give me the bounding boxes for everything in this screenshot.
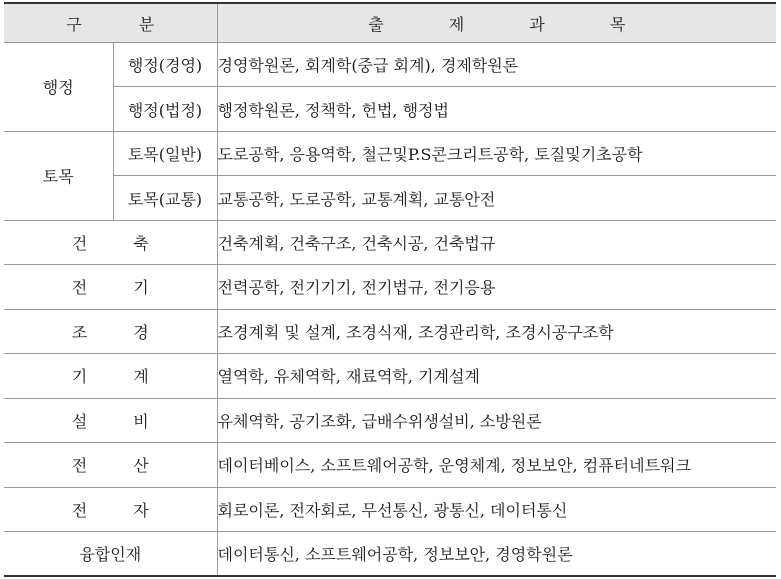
header-row xyxy=(4,3,776,43)
subjects-cell: 유체역학, 공기조화, 급배수위생설비, 소방원론 xyxy=(217,398,776,442)
category-label: 전자 xyxy=(71,500,195,520)
table-row xyxy=(4,131,776,175)
category-label: 조경 xyxy=(71,322,195,342)
subjects-cell: 경영학원론, 회계학(중급 회계), 경제학원론 xyxy=(217,43,776,87)
subjects-cell: 열역학, 유체역학, 재료역학, 기계설계 xyxy=(217,354,776,398)
exam-subjects-table xyxy=(4,2,776,577)
header-subjects-label: 출 제 과 목 xyxy=(368,14,656,34)
category-cell xyxy=(4,487,217,531)
subjects-cell: 행정학원론, 정책학, 헌법, 행정법 xyxy=(217,87,776,131)
subjects-cell: 회로이론, 전자회로, 무선통신, 광통신, 데이터통신 xyxy=(217,487,776,531)
table-row xyxy=(4,220,776,264)
subjects-cell: 전력공학, 전기기기, 전기법규, 전기응용 xyxy=(217,265,776,309)
table-row xyxy=(4,309,776,353)
table-row xyxy=(4,398,776,442)
table-row xyxy=(4,265,776,309)
table-row xyxy=(4,87,776,131)
category-label: 전산 xyxy=(71,456,195,476)
table-row xyxy=(4,487,776,531)
subjects-cell: 건축계획, 건축구조, 건축시공, 건축법규 xyxy=(217,220,776,264)
header-category-label: 구 분 xyxy=(66,14,181,34)
category-label: 건축 xyxy=(71,234,195,254)
subjects-cell: 교통공학, 도로공학, 교통계획, 교통안전 xyxy=(217,176,776,220)
subcategory-cell: 행정(법정) xyxy=(113,87,217,131)
table-row xyxy=(4,354,776,398)
category-cell xyxy=(4,531,217,576)
subjects-cell: 도로공학, 응용역학, 철근및P.S콘크리트공학, 토질및기초공학 xyxy=(217,131,776,175)
category-cell-tomok: 토목 xyxy=(4,131,113,220)
table-row xyxy=(4,531,776,576)
category-cell xyxy=(4,309,217,353)
subjects-cell: 데이터통신, 소프트웨어공학, 정보보안, 경영학원론 xyxy=(217,531,776,576)
table-row xyxy=(4,43,776,87)
category-label: 전기 xyxy=(71,278,195,298)
category-label: 기계 xyxy=(71,367,195,387)
category-cell xyxy=(4,398,217,442)
header-category xyxy=(4,3,217,43)
table-row xyxy=(4,443,776,487)
subcategory-cell: 행정(경영) xyxy=(113,43,217,87)
header-subjects xyxy=(217,3,776,43)
category-cell xyxy=(4,265,217,309)
category-cell xyxy=(4,443,217,487)
category-cell-haengjeong: 행정 xyxy=(4,43,113,132)
category-cell xyxy=(4,354,217,398)
subcategory-cell: 토목(교통) xyxy=(113,176,217,220)
category-label: 융합인재 xyxy=(79,544,142,564)
table-row xyxy=(4,176,776,220)
subcategory-cell: 토목(일반) xyxy=(113,131,217,175)
subjects-cell: 조경계획 및 설계, 조경식재, 조경관리학, 조경시공구조학 xyxy=(217,309,776,353)
subjects-cell: 데이터베이스, 소프트웨어공학, 운영체계, 정보보안, 컴퓨터네트워크 xyxy=(217,443,776,487)
category-label: 설비 xyxy=(71,411,195,431)
category-cell xyxy=(4,220,217,264)
